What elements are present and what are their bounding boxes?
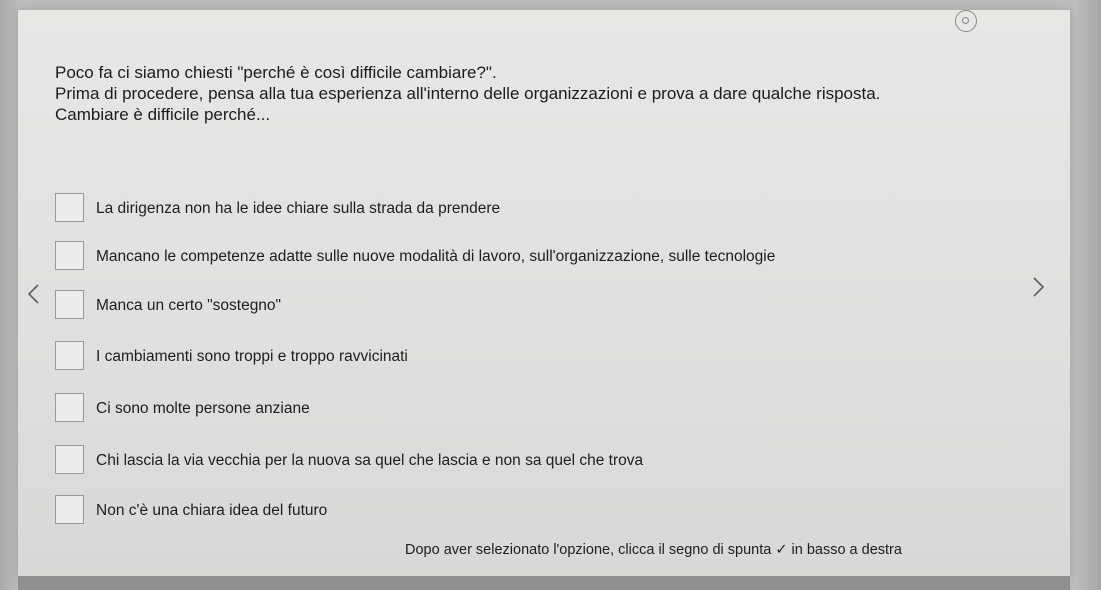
bottom-bar	[18, 576, 1070, 590]
option-item[interactable]	[55, 341, 995, 371]
checkmark-icon: ✓	[775, 542, 788, 558]
instruction-before: Dopo aver selezionato l'opzione, clicca il segno di spunta	[405, 542, 772, 558]
option-item[interactable]	[55, 241, 995, 271]
intro-line-2: Prima di procedere, pensa alla tua esperienza all'interno delle organizzazioni e prova a dare qualche risposta.	[55, 84, 881, 103]
option-label: Ci sono molte persone anziane	[96, 400, 310, 417]
target-icon[interactable]	[955, 10, 977, 32]
option-label: I cambiamenti sono troppi e troppo ravvicinati	[96, 348, 408, 365]
option-checkbox[interactable]	[55, 241, 84, 270]
option-item[interactable]	[55, 193, 995, 223]
option-checkbox[interactable]	[55, 341, 84, 370]
option-label: Mancano le competenze adatte sulle nuove modalità di lavoro, sull'organizzazione, sulle tecnologie	[96, 248, 776, 265]
intro-line-3: Cambiare è difficile perché...	[55, 105, 271, 124]
chevron-left-icon[interactable]	[26, 283, 46, 309]
option-label: Non c'è una chiara idea del futuro	[96, 502, 328, 519]
chevron-right-icon[interactable]	[1032, 276, 1052, 302]
option-label: Chi lascia la via vecchia per la nuova sa quel che lascia e non sa quel che trova	[96, 452, 644, 469]
option-checkbox[interactable]	[55, 495, 84, 524]
option-item[interactable]	[55, 393, 995, 423]
option-item[interactable]	[55, 290, 995, 320]
option-checkbox[interactable]	[55, 193, 84, 222]
option-checkbox[interactable]	[55, 445, 84, 474]
option-item[interactable]	[55, 495, 995, 525]
option-item[interactable]	[55, 445, 995, 475]
instruction-text	[405, 542, 902, 558]
option-checkbox[interactable]	[55, 393, 84, 422]
intro-line-1: Poco fa ci siamo chiesti "perché è così difficile cambiare?".	[55, 63, 497, 82]
option-label: Manca un certo "sostegno"	[96, 297, 282, 314]
option-checkbox[interactable]	[55, 290, 84, 319]
question-intro	[55, 62, 1035, 125]
instruction-after: in basso a destra	[791, 542, 902, 558]
option-label: La dirigenza non ha le idee chiare sulla strada da prendere	[96, 200, 501, 217]
